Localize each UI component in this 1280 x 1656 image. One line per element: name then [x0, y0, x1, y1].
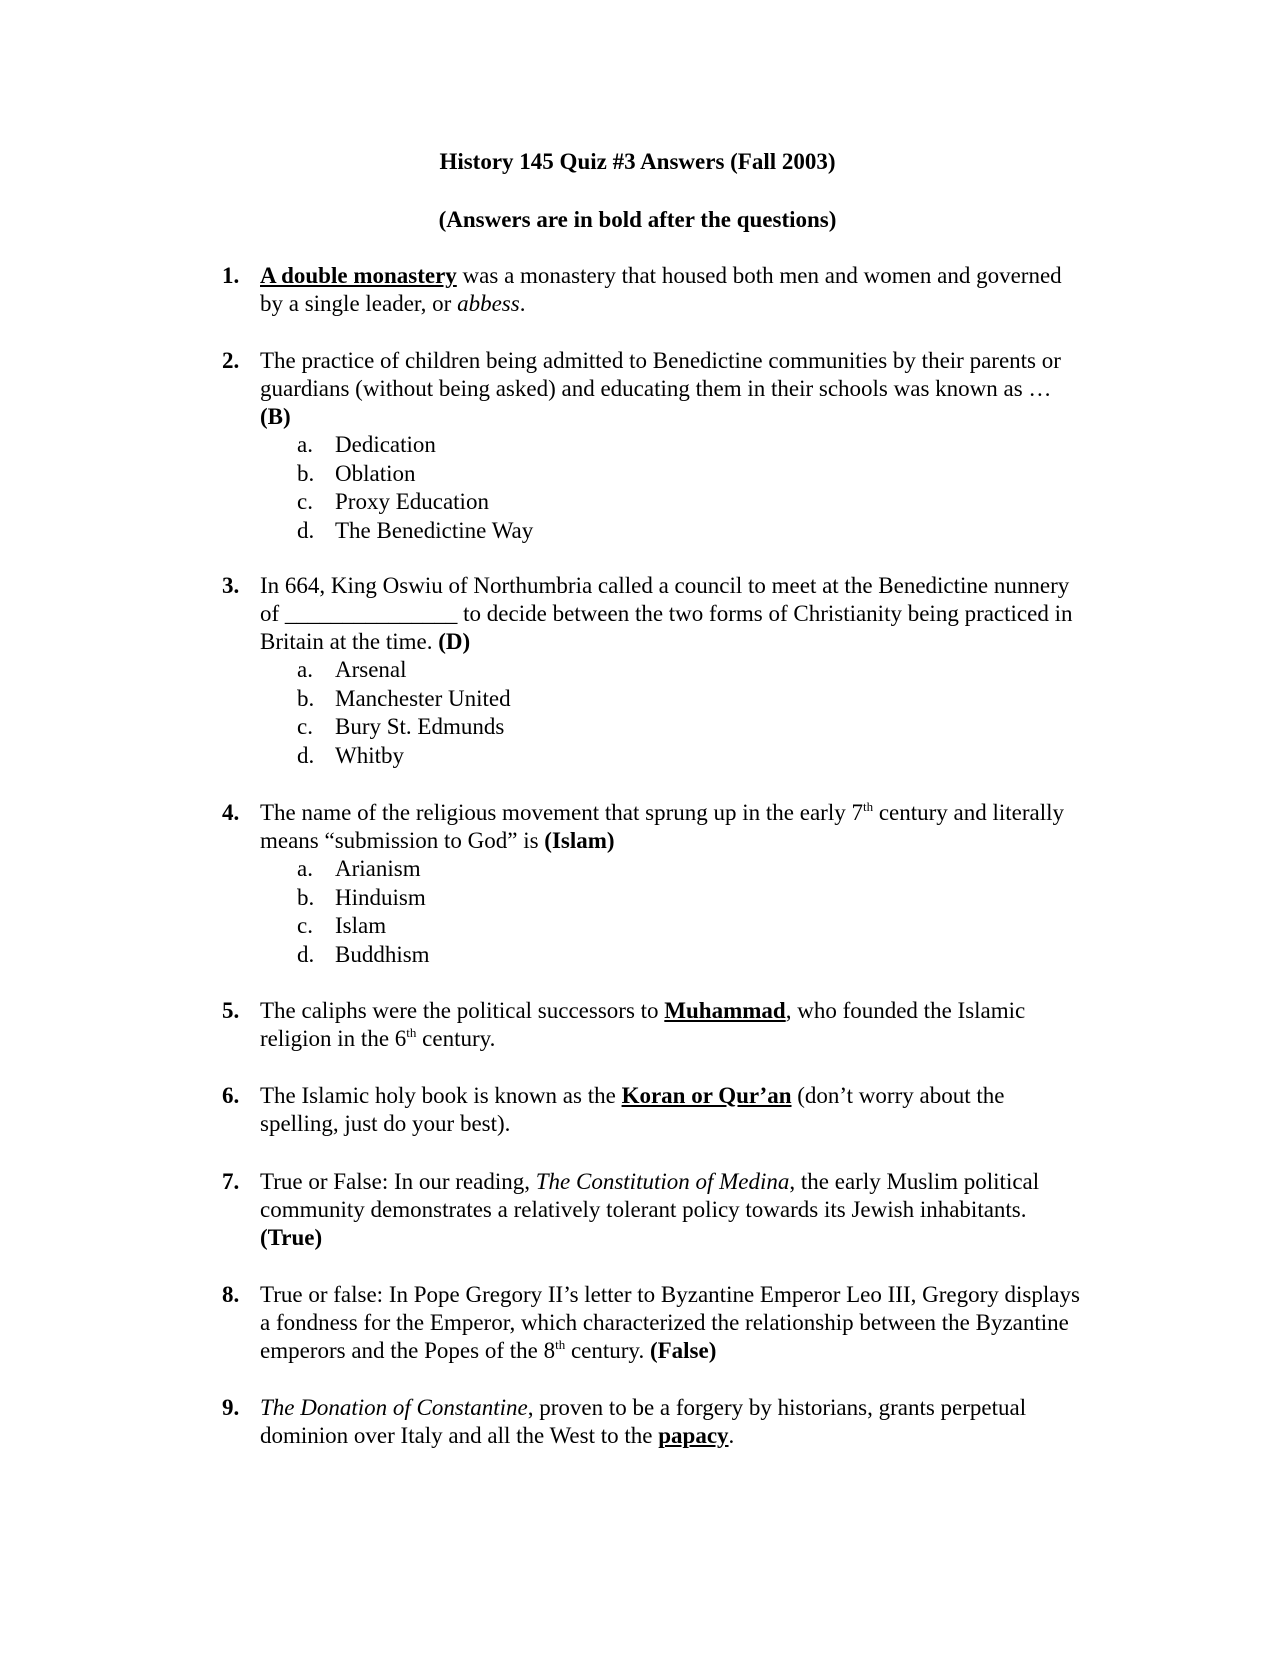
italic-term: abbess — [457, 291, 520, 316]
question-text-part: . — [519, 291, 526, 316]
option-item — [297, 431, 1082, 460]
option-label: Whitby — [335, 742, 404, 768]
option-label: Oblation — [335, 460, 416, 486]
question-text-part: (don’t worry about the spelling, just do your best). — [260, 1083, 1005, 1136]
question-text-part: , the early Muslim political community demonstrates a relatively tolerant policy towards its Jewish inhabitants. — [260, 1169, 1040, 1222]
question-text — [260, 262, 1082, 318]
options-list — [297, 656, 1082, 770]
option-label: Proxy Education — [335, 489, 489, 514]
question-number: 7. — [222, 1169, 240, 1194]
option-item — [297, 884, 1082, 913]
option-item — [297, 855, 1082, 884]
option-item — [297, 685, 1082, 714]
answer-text: (False) — [649, 1338, 717, 1363]
option-label: Buddhism — [335, 941, 430, 967]
question-2 — [222, 347, 1082, 545]
answer-text: Muhammad — [664, 998, 786, 1023]
page-subtitle: (Answers are in bold after the questions) — [438, 207, 837, 232]
answer-text: (True) — [260, 1225, 323, 1250]
question-number: 2. — [222, 348, 240, 373]
option-label: Arianism — [335, 856, 421, 881]
page-title: History 145 Quiz #3 Answers (Fall 2003) — [439, 149, 836, 174]
question-text-part: was a monastery that housed both men and women and governed by a single leader, or — [260, 263, 1062, 316]
question-text-part: century. — [416, 1026, 496, 1051]
question-text-part: True or false: In Pope Gregory II’s letter to Byzantine Emperor Leo III, Gregory displays a fondness for the Emperor, which characterized the relationship between the Byzantine emperors and the Popes of the 8 — [260, 1282, 1080, 1363]
option-label: The Benedictine Way — [335, 517, 534, 543]
question-text — [260, 997, 1082, 1053]
question-number: 9. — [222, 1395, 240, 1420]
option-label: Hinduism — [335, 884, 426, 910]
option-letter: d. — [297, 941, 315, 967]
question-text-part: century and literally means “submission to God” is — [260, 800, 1065, 853]
option-label: Dedication — [335, 432, 436, 457]
answer-text: (Islam) — [544, 828, 615, 853]
option-item — [297, 941, 1082, 970]
question-text-part: The caliphs were the political successors to — [260, 998, 665, 1023]
option-item — [297, 713, 1082, 742]
option-letter: b. — [297, 685, 315, 711]
option-letter: b. — [297, 460, 315, 486]
question-number: 6. — [222, 1083, 240, 1108]
question-4 — [222, 799, 1082, 969]
option-item — [297, 460, 1082, 489]
option-letter: c. — [297, 714, 313, 739]
option-letter: d. — [297, 517, 315, 543]
question-number: 3. — [222, 573, 240, 598]
answer-text: papacy — [658, 1423, 729, 1448]
question-text — [260, 1394, 1082, 1450]
question-text-part: True or False: In our reading, — [260, 1169, 536, 1194]
question-9 — [222, 1394, 1082, 1450]
ordinal-suffix: th — [862, 799, 874, 814]
question-text-part: The name of the religious movement that sprung up in the early 7 — [260, 800, 863, 825]
ordinal-suffix: th — [406, 1025, 417, 1040]
answer-text: A double monastery — [260, 263, 457, 288]
question-text — [260, 572, 1082, 656]
option-item — [297, 488, 1082, 517]
option-letter: a. — [297, 657, 313, 682]
ordinal-suffix: th — [555, 1337, 566, 1352]
question-text-part: , who founded the Islamic religion in the 6 — [260, 998, 1026, 1051]
question-number: 4. — [222, 800, 240, 825]
question-text-part: , proven to be a forgery by historians, grants perpetual dominion over Italy and all the West to the — [260, 1395, 1027, 1448]
question-text — [260, 1082, 1082, 1138]
question-text-part: century. — [565, 1338, 650, 1363]
question-text — [260, 347, 1082, 431]
question-1 — [222, 262, 1082, 318]
question-7 — [222, 1168, 1082, 1252]
option-item — [297, 656, 1082, 685]
question-5 — [222, 997, 1082, 1053]
option-label: Islam — [335, 913, 387, 938]
option-item — [297, 912, 1082, 941]
option-letter: c. — [297, 913, 313, 938]
options-list — [297, 855, 1082, 969]
option-label: Arsenal — [335, 657, 407, 682]
question-text-part: . — [728, 1423, 735, 1448]
answer-text: (D) — [438, 629, 471, 654]
question-text — [260, 799, 1082, 855]
question-text — [260, 1281, 1082, 1365]
option-letter: a. — [297, 432, 313, 457]
option-item — [297, 517, 1082, 546]
answer-text: (B) — [260, 404, 291, 429]
question-number: 1. — [222, 263, 240, 288]
question-text-part: In 664, King Oswiu of Northumbria called a council to meet at the Benedictine nunnery of _______________ to decide between the two forms of Christianity being practiced in Britain at the time. — [260, 573, 1073, 654]
option-label: Manchester United — [335, 685, 511, 711]
option-letter: c. — [297, 489, 313, 514]
question-text-part: The Islamic holy book is known as the — [260, 1083, 622, 1108]
question-number: 8. — [222, 1282, 240, 1307]
italic-title: The Constitution of Medina — [535, 1169, 790, 1194]
option-letter: d. — [297, 742, 315, 768]
question-text-part: The practice of children being admitted to Benedictine communities by their parents or guardians (without being asked) and educating them in their schools was known as … — [260, 348, 1061, 401]
question-text — [260, 1168, 1082, 1252]
question-3 — [222, 572, 1082, 770]
question-8 — [222, 1281, 1082, 1365]
options-list — [297, 431, 1082, 545]
option-label: Bury St. Edmunds — [335, 714, 505, 739]
question-6 — [222, 1082, 1082, 1138]
italic-title: The Donation of Constantine — [260, 1395, 528, 1420]
question-number: 5. — [222, 998, 240, 1023]
option-letter: a. — [297, 856, 313, 881]
answer-text: Koran or Qur’an — [621, 1083, 792, 1108]
option-item — [297, 742, 1082, 771]
option-letter: b. — [297, 884, 315, 910]
